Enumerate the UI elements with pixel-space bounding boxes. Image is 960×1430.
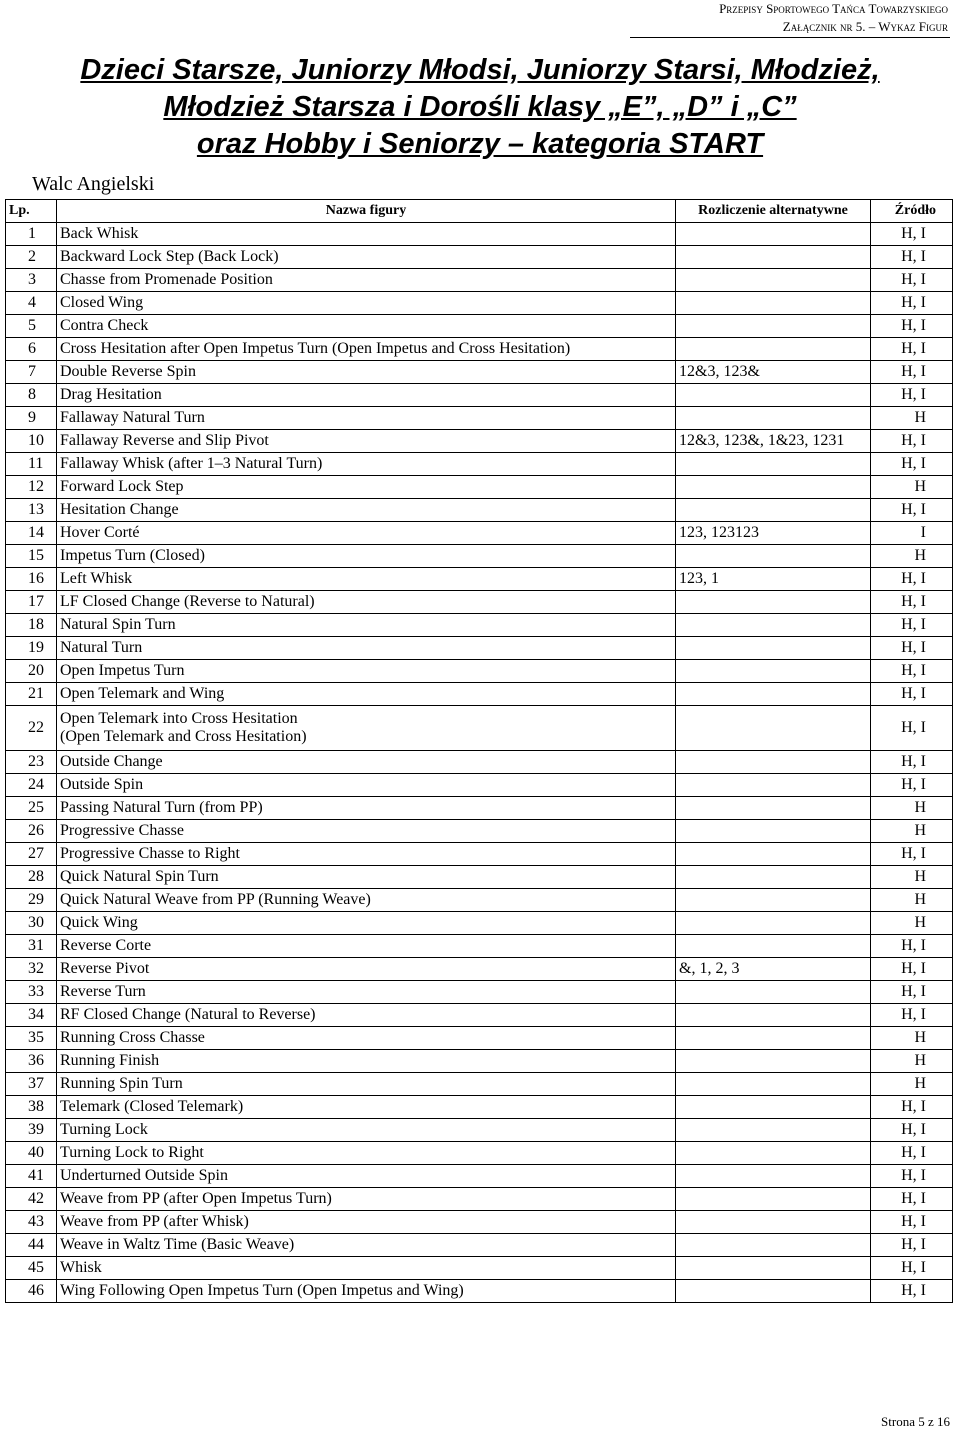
cell-no: 14 <box>6 522 57 545</box>
cell-src: H, I <box>871 361 953 384</box>
table-row <box>6 843 953 866</box>
cell-name: Weave in Waltz Time (Basic Weave) <box>57 1234 676 1257</box>
cell-alt <box>676 637 871 660</box>
table-row <box>6 361 953 384</box>
table-row <box>6 1142 953 1165</box>
cell-src: H, I <box>871 706 953 751</box>
cell-src: H <box>871 1050 953 1073</box>
table-row <box>6 1165 953 1188</box>
cell-src: H, I <box>871 637 953 660</box>
table-row <box>6 1234 953 1257</box>
cell-src: H, I <box>871 223 953 246</box>
cell-name: Double Reverse Spin <box>57 361 676 384</box>
cell-no: 32 <box>6 958 57 981</box>
cell-src: H, I <box>871 315 953 338</box>
cell-src: H <box>871 1027 953 1050</box>
table-row <box>6 499 953 522</box>
cell-alt <box>676 1142 871 1165</box>
cell-src: H <box>871 912 953 935</box>
table-row <box>6 1027 953 1050</box>
cell-no: 6 <box>6 338 57 361</box>
cell-no: 45 <box>6 1257 57 1280</box>
cell-src: H, I <box>871 1096 953 1119</box>
cell-name: Passing Natural Turn (from PP) <box>57 797 676 820</box>
cell-no: 31 <box>6 935 57 958</box>
cell-no: 21 <box>6 683 57 706</box>
header-no: Lp. <box>6 200 57 223</box>
cell-alt <box>676 1234 871 1257</box>
cell-alt <box>676 981 871 1004</box>
cell-src: H, I <box>871 614 953 637</box>
cell-no: 27 <box>6 843 57 866</box>
cell-src: H, I <box>871 683 953 706</box>
cell-no: 3 <box>6 269 57 292</box>
table-row <box>6 866 953 889</box>
cell-alt: 12&3, 123&, 1&23, 1231 <box>676 430 871 453</box>
cell-name: Back Whisk <box>57 223 676 246</box>
cell-name-line-2: (Open Telemark and Cross Hesitation) <box>60 728 307 745</box>
cell-no: 5 <box>6 315 57 338</box>
cell-name: Outside Change <box>57 751 676 774</box>
cell-src: H, I <box>871 269 953 292</box>
cell-src: H, I <box>871 935 953 958</box>
cell-alt <box>676 935 871 958</box>
running-header <box>719 0 948 36</box>
table-row <box>6 522 953 545</box>
cell-alt <box>676 453 871 476</box>
title-line-2: Młodzież Starsza i Dorośli klasy „E”, „D” i „C” <box>163 91 797 123</box>
cell-name: Whisk <box>57 1257 676 1280</box>
cell-name: Left Whisk <box>57 568 676 591</box>
table-row <box>6 683 953 706</box>
cell-src: H <box>871 1073 953 1096</box>
cell-name: Quick Natural Spin Turn <box>57 866 676 889</box>
cell-alt <box>676 499 871 522</box>
cell-alt <box>676 797 871 820</box>
cell-name: Cross Hesitation after Open Impetus Turn (Open Impetus and Cross Hesitation) <box>57 338 676 361</box>
table-row <box>6 315 953 338</box>
cell-no: 15 <box>6 545 57 568</box>
cell-no: 23 <box>6 751 57 774</box>
cell-no: 12 <box>6 476 57 499</box>
cell-no: 40 <box>6 1142 57 1165</box>
cell-name: LF Closed Change (Reverse to Natural) <box>57 591 676 614</box>
cell-name: Natural Turn <box>57 637 676 660</box>
cell-src: H, I <box>871 1004 953 1027</box>
cell-no: 35 <box>6 1027 57 1050</box>
cell-name: Reverse Turn <box>57 981 676 1004</box>
cell-name: Impetus Turn (Closed) <box>57 545 676 568</box>
cell-name: Natural Spin Turn <box>57 614 676 637</box>
cell-alt <box>676 476 871 499</box>
cell-src: H, I <box>871 1211 953 1234</box>
cell-no: 41 <box>6 1165 57 1188</box>
figures-table <box>5 199 953 1303</box>
cell-name: Hesitation Change <box>57 499 676 522</box>
cell-no: 43 <box>6 1211 57 1234</box>
header-alt: Rozliczenie alternatywne <box>676 200 871 223</box>
cell-name: Progressive Chasse <box>57 820 676 843</box>
cell-no: 13 <box>6 499 57 522</box>
cell-name: Fallaway Natural Turn <box>57 407 676 430</box>
cell-name: Open Impetus Turn <box>57 660 676 683</box>
table-row <box>6 1096 953 1119</box>
cell-name: Outside Spin <box>57 774 676 797</box>
header-line-1: Przepisy Sportowego Tańca Towarzyskiego <box>719 1 948 16</box>
cell-alt <box>676 315 871 338</box>
cell-name: Chasse from Promenade Position <box>57 269 676 292</box>
cell-name: Fallaway Whisk (after 1–3 Natural Turn) <box>57 453 676 476</box>
cell-alt <box>676 820 871 843</box>
cell-name: Backward Lock Step (Back Lock) <box>57 246 676 269</box>
table-row <box>6 476 953 499</box>
cell-src: H <box>871 866 953 889</box>
cell-alt: 123, 1 <box>676 568 871 591</box>
cell-name: Contra Check <box>57 315 676 338</box>
cell-src: H, I <box>871 1280 953 1303</box>
table-row <box>6 246 953 269</box>
header-rule <box>630 37 950 38</box>
cell-src: H, I <box>871 958 953 981</box>
page-title <box>0 52 960 163</box>
cell-no: 2 <box>6 246 57 269</box>
cell-alt <box>676 889 871 912</box>
cell-src: H <box>871 820 953 843</box>
cell-alt <box>676 706 871 751</box>
title-line-3: oraz Hobby i Seniorzy – kategoria START <box>196 128 764 160</box>
table-row <box>6 1073 953 1096</box>
cell-src: H, I <box>871 384 953 407</box>
cell-src: H, I <box>871 660 953 683</box>
table-row <box>6 384 953 407</box>
cell-no: 26 <box>6 820 57 843</box>
cell-no: 11 <box>6 453 57 476</box>
table-row <box>6 614 953 637</box>
cell-name: Telemark (Closed Telemark) <box>57 1096 676 1119</box>
table-row <box>6 889 953 912</box>
cell-alt <box>676 1073 871 1096</box>
cell-src: H, I <box>871 774 953 797</box>
cell-no: 4 <box>6 292 57 315</box>
cell-name: Running Finish <box>57 1050 676 1073</box>
cell-no: 17 <box>6 591 57 614</box>
cell-name: Weave from PP (after Open Impetus Turn) <box>57 1188 676 1211</box>
cell-name: Progressive Chasse to Right <box>57 843 676 866</box>
cell-name: Closed Wing <box>57 292 676 315</box>
cell-no: 33 <box>6 981 57 1004</box>
header-name: Nazwa figury <box>57 200 676 223</box>
cell-name: Quick Wing <box>57 912 676 935</box>
cell-alt <box>676 1188 871 1211</box>
cell-alt <box>676 269 871 292</box>
cell-no: 29 <box>6 889 57 912</box>
cell-alt <box>676 1096 871 1119</box>
table-header-row <box>6 200 953 223</box>
cell-src: H, I <box>871 246 953 269</box>
table-row <box>6 292 953 315</box>
table-row <box>6 981 953 1004</box>
table-row <box>6 820 953 843</box>
cell-name: Quick Natural Weave from PP (Running Weave) <box>57 889 676 912</box>
cell-alt <box>676 292 871 315</box>
cell-alt <box>676 843 871 866</box>
cell-src: H, I <box>871 1142 953 1165</box>
table-row <box>6 660 953 683</box>
cell-src: H <box>871 797 953 820</box>
cell-alt <box>676 407 871 430</box>
cell-no: 16 <box>6 568 57 591</box>
cell-alt <box>676 1119 871 1142</box>
cell-alt: &, 1, 2, 3 <box>676 958 871 981</box>
cell-no: 39 <box>6 1119 57 1142</box>
cell-alt <box>676 1027 871 1050</box>
cell-name: Fallaway Reverse and Slip Pivot <box>57 430 676 453</box>
cell-name: RF Closed Change (Natural to Reverse) <box>57 1004 676 1027</box>
cell-src: H <box>871 476 953 499</box>
cell-no: 46 <box>6 1280 57 1303</box>
table-row <box>6 223 953 246</box>
cell-src: H, I <box>871 1257 953 1280</box>
cell-alt <box>676 338 871 361</box>
cell-name: Running Spin Turn <box>57 1073 676 1096</box>
cell-src: H <box>871 545 953 568</box>
cell-no: 24 <box>6 774 57 797</box>
cell-src: H, I <box>871 1165 953 1188</box>
cell-alt <box>676 1211 871 1234</box>
cell-alt <box>676 660 871 683</box>
table-row <box>6 958 953 981</box>
table-row <box>6 1119 953 1142</box>
page-number: Strona 5 z 16 <box>881 1414 950 1429</box>
table-row <box>6 453 953 476</box>
table-row <box>6 1211 953 1234</box>
cell-name: Weave from PP (after Whisk) <box>57 1211 676 1234</box>
cell-no: 9 <box>6 407 57 430</box>
cell-no: 8 <box>6 384 57 407</box>
table-row <box>6 568 953 591</box>
cell-src: H, I <box>871 338 953 361</box>
cell-no: 22 <box>6 706 57 751</box>
dance-name: Walc Angielski <box>32 173 155 195</box>
cell-name: Forward Lock Step <box>57 476 676 499</box>
cell-name: Underturned Outside Spin <box>57 1165 676 1188</box>
cell-no: 28 <box>6 866 57 889</box>
cell-src: H, I <box>871 1119 953 1142</box>
cell-src: I <box>871 522 953 545</box>
cell-name: Hover Corté <box>57 522 676 545</box>
cell-src: H, I <box>871 981 953 1004</box>
cell-alt <box>676 545 871 568</box>
cell-name: Wing Following Open Impetus Turn (Open Impetus and Wing) <box>57 1280 676 1303</box>
cell-src: H, I <box>871 568 953 591</box>
cell-src: H, I <box>871 499 953 522</box>
table-row <box>6 706 953 751</box>
cell-no: 25 <box>6 797 57 820</box>
cell-no: 44 <box>6 1234 57 1257</box>
table-row <box>6 591 953 614</box>
cell-name: Turning Lock <box>57 1119 676 1142</box>
cell-no: 1 <box>6 223 57 246</box>
cell-src: H, I <box>871 430 953 453</box>
table-row <box>6 935 953 958</box>
cell-name-line-1: Open Telemark into Cross Hesitation <box>60 710 298 727</box>
table-row <box>6 1188 953 1211</box>
cell-no: 36 <box>6 1050 57 1073</box>
table-row <box>6 1050 953 1073</box>
table-row <box>6 1004 953 1027</box>
cell-no: 18 <box>6 614 57 637</box>
cell-alt <box>676 774 871 797</box>
cell-alt <box>676 223 871 246</box>
title-line-1: Dzieci Starsze, Juniorzy Młodsi, Juniorzy Starsi, Młodzież, <box>80 54 880 86</box>
cell-name: Turning Lock to Right <box>57 1142 676 1165</box>
cell-alt <box>676 246 871 269</box>
cell-src: H, I <box>871 453 953 476</box>
cell-no: 42 <box>6 1188 57 1211</box>
cell-alt <box>676 1004 871 1027</box>
cell-alt <box>676 1280 871 1303</box>
cell-alt <box>676 1165 871 1188</box>
cell-name: Open Telemark and Wing <box>57 683 676 706</box>
table-row <box>6 407 953 430</box>
cell-src: H <box>871 407 953 430</box>
table-row <box>6 912 953 935</box>
cell-src: H, I <box>871 751 953 774</box>
table-row <box>6 1257 953 1280</box>
cell-src: H, I <box>871 591 953 614</box>
table-row <box>6 1280 953 1303</box>
cell-alt: 123, 123123 <box>676 522 871 545</box>
cell-no: 38 <box>6 1096 57 1119</box>
cell-no: 19 <box>6 637 57 660</box>
cell-alt <box>676 1050 871 1073</box>
cell-src: H <box>871 889 953 912</box>
cell-no: 20 <box>6 660 57 683</box>
cell-alt: 12&3, 123& <box>676 361 871 384</box>
cell-src: H, I <box>871 1234 953 1257</box>
table-row <box>6 774 953 797</box>
cell-alt <box>676 866 871 889</box>
table-row <box>6 751 953 774</box>
cell-name: Running Cross Chasse <box>57 1027 676 1050</box>
cell-name: Reverse Corte <box>57 935 676 958</box>
cell-no: 30 <box>6 912 57 935</box>
cell-name <box>57 706 676 751</box>
table-row <box>6 430 953 453</box>
cell-name: Reverse Pivot <box>57 958 676 981</box>
cell-alt <box>676 912 871 935</box>
cell-no: 37 <box>6 1073 57 1096</box>
cell-src: H, I <box>871 1188 953 1211</box>
cell-alt <box>676 384 871 407</box>
cell-alt <box>676 591 871 614</box>
cell-src: H, I <box>871 843 953 866</box>
cell-alt <box>676 683 871 706</box>
header-line-2: Załącznik nr 5. – Wykaz Figur <box>782 19 948 34</box>
cell-alt <box>676 1257 871 1280</box>
cell-no: 10 <box>6 430 57 453</box>
cell-no: 7 <box>6 361 57 384</box>
cell-no: 34 <box>6 1004 57 1027</box>
cell-alt <box>676 614 871 637</box>
table-row <box>6 797 953 820</box>
cell-alt <box>676 751 871 774</box>
table-row <box>6 269 953 292</box>
cell-src: H, I <box>871 292 953 315</box>
table-body <box>6 223 953 1303</box>
table-row <box>6 338 953 361</box>
cell-name: Drag Hesitation <box>57 384 676 407</box>
table-row <box>6 637 953 660</box>
header-src: Źródło <box>871 200 953 223</box>
table-row <box>6 545 953 568</box>
